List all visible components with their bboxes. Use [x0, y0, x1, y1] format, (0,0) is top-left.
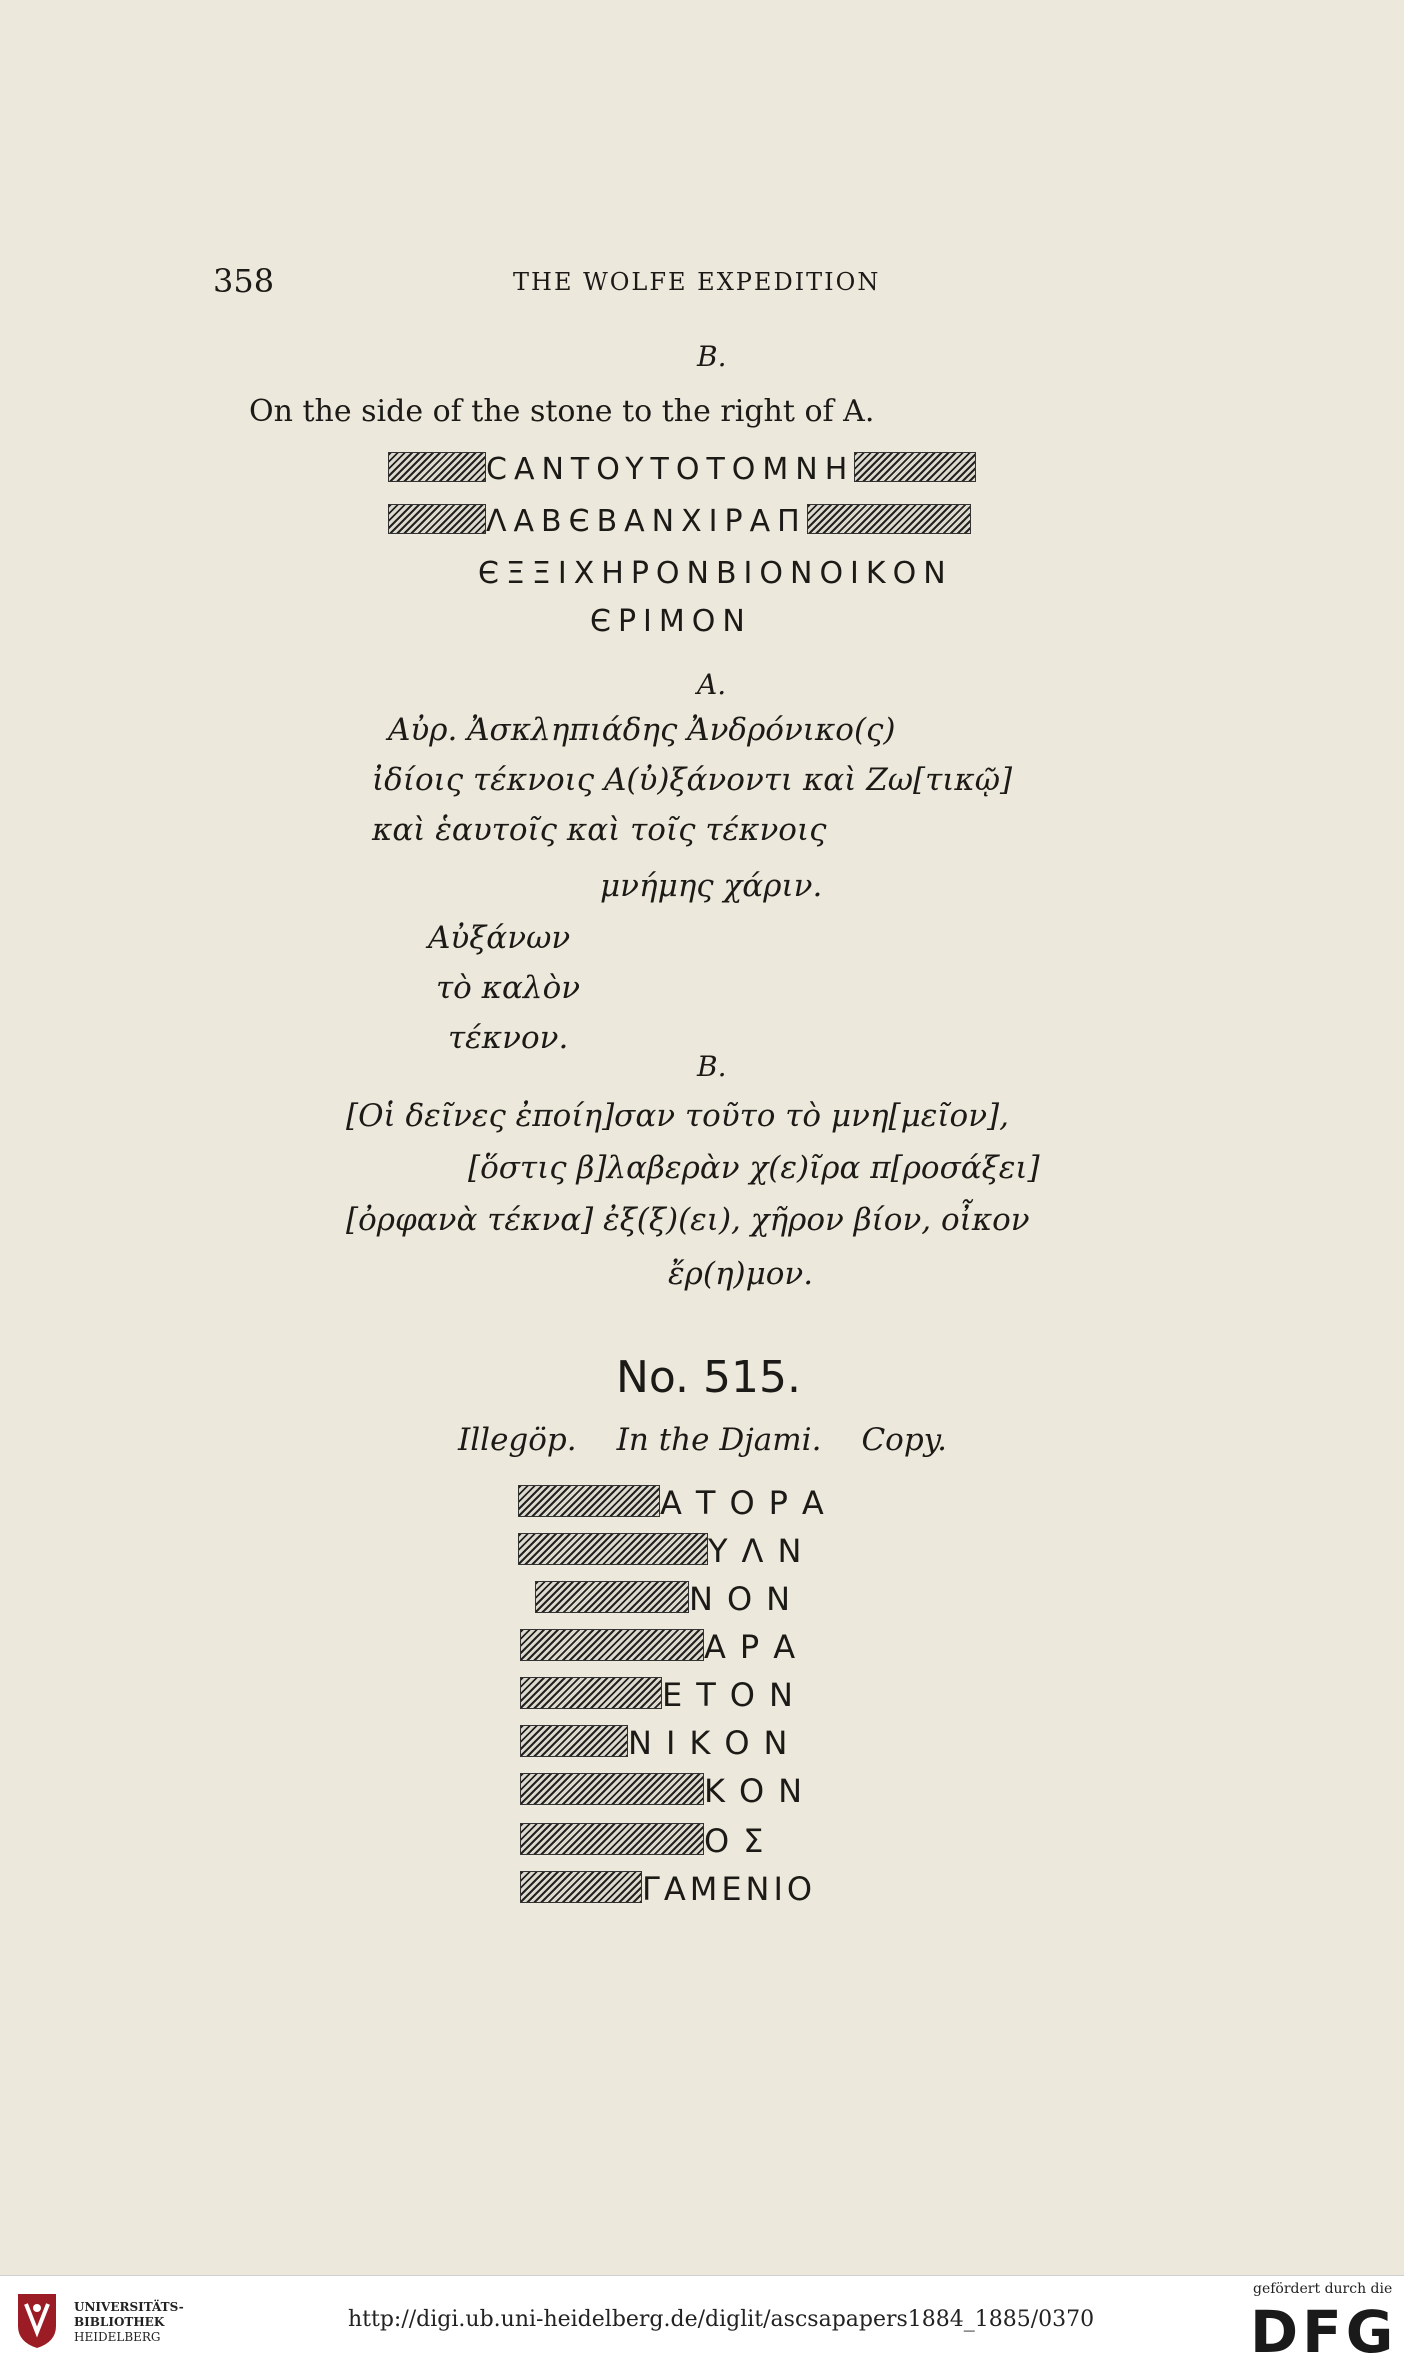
source-url-link[interactable]: http://digi.ub.uni-heidelberg.de/diglit/ascsapapers1884_1885/0370 — [348, 2307, 1095, 2332]
caption-location: In the Djami. — [616, 1422, 822, 1458]
lacuna-hatch — [520, 1725, 628, 1757]
inscription-line — [388, 452, 976, 487]
lacuna-hatch — [388, 504, 486, 534]
inscription-text: CANTOYTOTOMNH — [486, 452, 855, 487]
inscription-text: ΓΑΜΕΝΙΟ — [642, 1870, 817, 1908]
section-label-a: A. — [697, 668, 727, 701]
inscription-caption — [458, 1422, 987, 1458]
institution-name — [74, 2300, 184, 2345]
inscription-line: ЄΡΙΜΟΝ — [590, 604, 752, 639]
greek-line: [ὅστις β]λαβερὰν χ(ε)ῖρα π[ροσάξει] — [468, 1150, 1040, 1186]
inscription-line — [520, 1870, 816, 1908]
inscription-line — [520, 1822, 777, 1860]
lacuna-hatch — [520, 1773, 704, 1805]
lacuna-hatch — [518, 1533, 708, 1565]
institution-line: BIBLIOTHEK — [74, 2315, 165, 2329]
greek-line: [ὀρφανὰ τέκνα] ἐξ(ξ)(ει), χῆρον βίον, οἶκον — [346, 1202, 1030, 1238]
institution-line: UNIVERSITÄTS- — [74, 2300, 184, 2314]
inscription-line — [535, 1580, 804, 1618]
greek-line: καὶ ἑαυτοῖς καὶ τοῖς τέκνοις — [372, 812, 827, 848]
lacuna-hatch — [535, 1581, 689, 1613]
inscription-line — [518, 1484, 838, 1522]
dfg-logo: DFG — [1250, 2298, 1398, 2366]
lacuna-hatch — [520, 1629, 704, 1661]
lacuna-hatch — [520, 1871, 642, 1903]
greek-line: ἔρ(η)μον. — [668, 1256, 814, 1292]
greek-line: τέκνον. — [448, 1020, 569, 1056]
greek-line: [Οἱ δεῖνες ἐποίη]σαν τοῦτο τὸ μνη[μεῖον], — [346, 1098, 1010, 1134]
running-title: THE WOLFE EXPEDITION — [513, 268, 881, 296]
university-seal-icon — [14, 2292, 60, 2350]
inscription-line: ЄΞΞΙΧΗΡΟΝΒΙΟΝΟΙΚΟΝ — [478, 556, 953, 591]
inscription-number: No. 515. — [616, 1352, 802, 1403]
section-label-b: B. — [697, 340, 727, 373]
greek-line: μνήμης χάριν. — [600, 868, 823, 904]
inscription-text: ΝΙΚΟΝ — [628, 1724, 802, 1762]
inscription-line — [518, 1532, 815, 1570]
greek-line: ἰδίοις τέκνοις Α(ὐ)ξάνοντι καὶ Ζω[τικῷ] — [372, 762, 1013, 798]
lacuna-hatch — [520, 1677, 662, 1709]
inscription-text: ΑΤΟΡΑ — [660, 1484, 838, 1522]
greek-line: Αὐρ. Ἀσκληπιάδης Ἀνδρόνικο(ς) — [388, 712, 896, 748]
inscription-line — [520, 1772, 816, 1810]
inscription-text: ΑΡΑ — [704, 1628, 810, 1666]
inscription-text: ΥΛΝ — [708, 1532, 816, 1570]
lacuna-hatch — [854, 452, 976, 482]
lacuna-hatch — [518, 1485, 660, 1517]
lacuna-hatch — [807, 504, 971, 534]
inscription-line — [388, 504, 971, 539]
caption-source: Copy. — [861, 1422, 947, 1458]
lacuna-hatch — [388, 452, 486, 482]
inscription-line — [520, 1628, 809, 1666]
greek-line: Αὐξάνων — [428, 920, 571, 956]
inscription-text: ΚΟΝ — [704, 1772, 817, 1810]
institution-line: HEIDELBERG — [74, 2330, 161, 2344]
caption-place: Illegöp. — [458, 1422, 577, 1458]
section-label-b: B. — [697, 1050, 727, 1083]
inscription-text: ΝΟΝ — [689, 1580, 805, 1618]
lacuna-hatch — [520, 1823, 704, 1855]
intro-text: On the side of the stone to the right of A. — [249, 394, 875, 429]
greek-line: τὸ καλὸν — [436, 970, 581, 1006]
inscription-line — [520, 1724, 801, 1762]
inscription-text: ΕΤΟΝ — [662, 1676, 807, 1714]
inscription-text: ΛΑΒЄΒΑΝΧΙΡΑΠ — [486, 504, 807, 539]
inscription-line — [520, 1676, 807, 1714]
page-number: 358 — [213, 262, 275, 300]
funded-by-text: gefördert durch die — [1253, 2281, 1393, 2297]
inscription-text: ΟΣ — [704, 1822, 778, 1860]
